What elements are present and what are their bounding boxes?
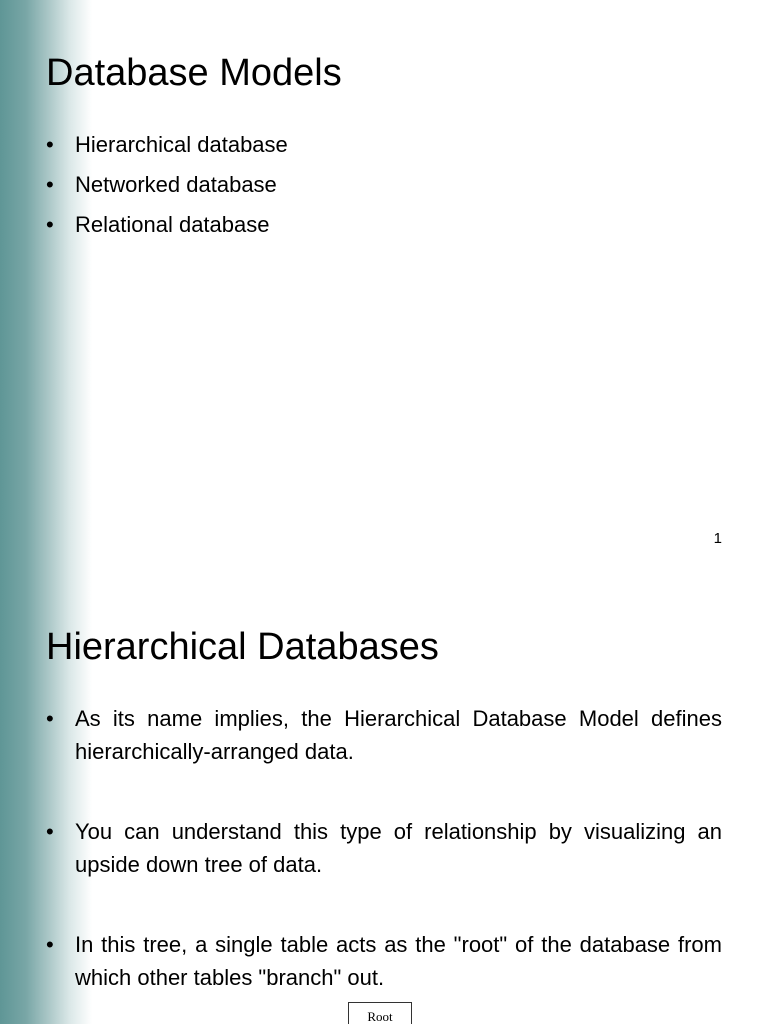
bullet-text: Networked database: [75, 172, 277, 197]
bullet-icon: •: [46, 819, 54, 844]
bullet-icon: •: [46, 132, 54, 157]
slide-title: Database Models: [46, 52, 342, 94]
bullet-text: Hierarchical database: [75, 132, 288, 157]
diagram-root-node: Root: [348, 1002, 412, 1024]
bullet-item: [46, 205, 646, 245]
bullet-item: [46, 125, 646, 165]
bullet-text: As its name implies, the Hierarchical Database Model defines hierarchically-arranged data.: [75, 706, 722, 764]
bullet-text: In this tree, a single table acts as the "root" of the database from which other tables "branch" out.: [75, 932, 722, 990]
bullet-icon: •: [46, 706, 54, 731]
bullet-text: Relational database: [75, 212, 270, 237]
bullet-item: [46, 928, 722, 994]
bullet-item: [46, 815, 722, 881]
bullet-text: You can understand this type of relationship by visualizing an upside down tree of data.: [75, 819, 722, 877]
bullet-list: [46, 125, 646, 245]
bullet-item: [46, 702, 722, 768]
bullet-icon: •: [46, 212, 54, 237]
page-number: 1: [713, 530, 722, 547]
bullet-item: [46, 165, 646, 205]
bullet-list: [46, 702, 722, 1024]
slide-hierarchical-databases: [0, 574, 768, 1024]
bullet-icon: •: [46, 172, 54, 197]
bullet-icon: •: [46, 932, 54, 957]
slide-title: Hierarchical Databases: [46, 626, 439, 668]
